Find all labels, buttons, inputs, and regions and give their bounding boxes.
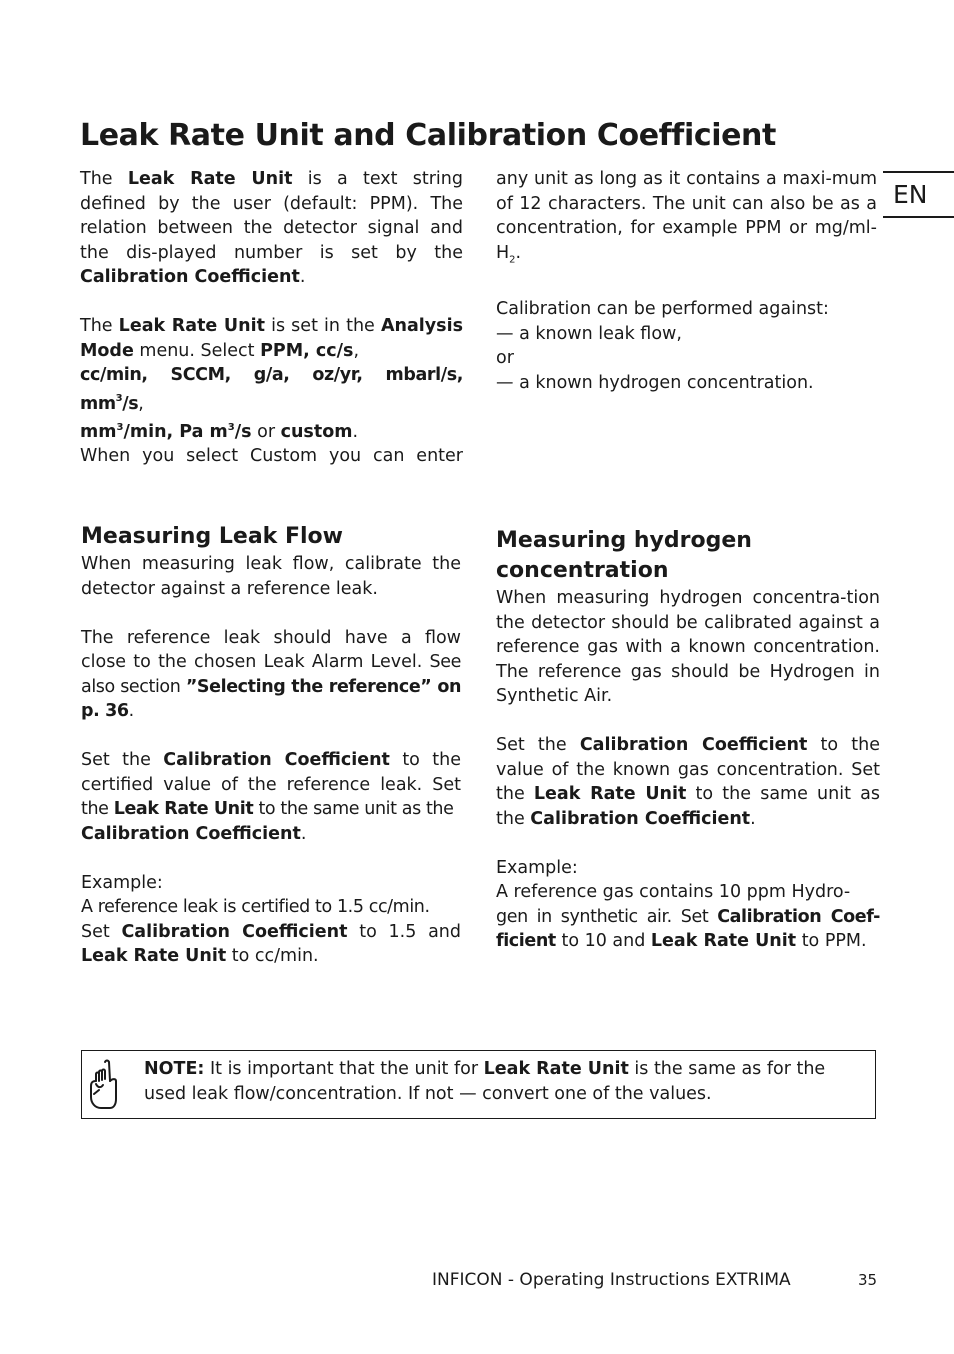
note-label: NOTE: [144,1059,205,1079]
leak-flow-example: Example: A reference leak is certified to 1.5 cc/min. Set Calibration Coefficient to 1.5 and Leak Rate Unit to cc/min. [81,872,461,966]
leak-flow-paragraph-2: The reference leak should have a flow close to the chosen Leak Alarm Level. See also section ”Selecting the reference” on p. 36. [81,627,462,721]
intro-custom-line: When you select Custom you can enter [80,446,463,467]
language-tab-label: EN [893,180,928,209]
hydrogen-heading: Measuring hydrogen concentration [496,528,752,583]
note-box [81,1050,876,1119]
hydrogen-section [496,526,880,954]
option-leak-flow: — a known leak flow, [496,323,682,344]
intro-left-column [80,167,463,469]
hydrogen-paragraph-2: Set the Calibration Coefficient to the value of the known gas concentration. Set the Leak Rate Unit to the same unit as the Calibration Coefficient. [496,735,880,829]
intro-paragraph-1: The Leak Rate Unit is a text string defined by the user (default: PPM). The relation between the detector signal and the dis-played number is set by the Calibration Coefficient. [80,169,463,287]
note-text: NOTE: It is important that the unit for Leak Rate Unit is the same as for the used leak flow/concentration. If not — convert one of the values. [144,1059,826,1104]
footer-page-number: 35 [858,1271,878,1289]
intro-paragraph-3: any unit as long as it contains a maxi-mum of 12 characters. The unit can also be as a concentration, for example PPM or $mg/ml-H_2$. [496,169,877,265]
page-title: Leak Rate Unit and Calibration Coefficient [80,118,776,153]
leak-flow-paragraph-3: Set the Calibration Coefficient to the certified value of the reference leak. Set the Leak Rate Unit to the same unit as the Calibration Coefficient. [81,750,461,844]
hydrogen-paragraph-1: When measuring hydrogen concentra-tion the detector should be calibrated against a reference gas with a known concentration. The reference gas should be Hydrogen in Synthetic Air. [496,588,880,706]
leak-flow-section [81,522,461,969]
option-or: or [496,348,514,368]
hydrogen-example: Example: A reference gas contains 10 ppm Hydro- gen in synthetic air. Set Calibration Coef-ficient to 10 and Leak Rate Unit to PPM. [496,857,880,951]
language-tab [883,171,954,218]
option-hydrogen: — a known hydrogen concentration. [496,372,814,393]
leak-flow-heading: Measuring Leak Flow [81,524,343,549]
intro-right-column [496,167,877,395]
intro-paragraph-2: The Leak Rate Unit is set in the Analysis Mode menu. Select PPM, cc/s, cc/min, SCCM, g/a, oz/yr, mbarl/s, $mm^3/s$, $mm^3/\min$, Pa $m^3/s$ or custom. When you select Custom you can enter [80,314,463,469]
leak-flow-paragraph-1: When measuring leak flow, calibrate the detector against a reference leak. [81,554,461,599]
pointing-hand-icon [86,1059,120,1115]
footer-document-title: INFICON - Operating Instructions EXTRIMA [432,1270,791,1290]
calibration-options: Calibration can be performed against: — a known leak flow, or — a known hydrogen concentration. [496,299,829,393]
